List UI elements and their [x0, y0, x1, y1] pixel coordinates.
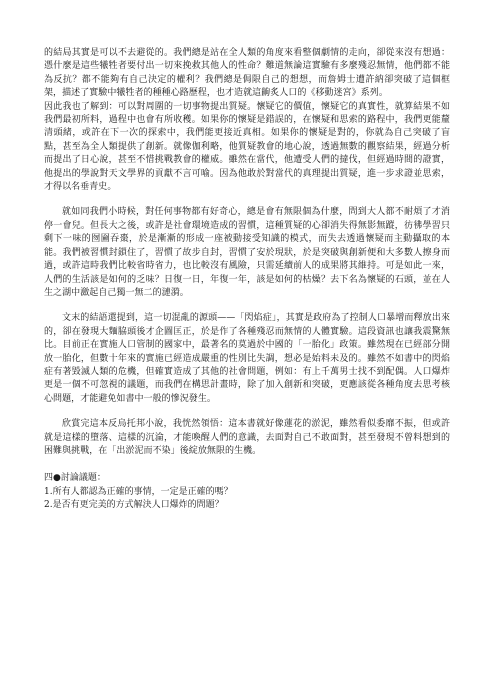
discussion-item-2: 2.是否有更完美的方式解決人口爆炸的問題？: [44, 500, 224, 511]
paragraph-5: 欣賞完這本反烏托邦小說，我恍然領悟：這本書就好像蓮花的淤泥，雖然看似委靡不振，但或許就是這樣的墮落、這樣的沉淪，才能喚醒人們的意識，去面對自己不敢面對，甚至發現不曾料想到的困難與挑戰，在「出淤泥而不染」後綻放無限的生機。: [44, 419, 450, 456]
paragraph-4: 文末的結語還提到，這一切混亂的源頭——「閃焰症」，其實是政府為了控制人口暴增而釋放出來的，卻在發現大麵脇頭後才企圖匡正，於是作了各種殘忍而無情的人體實驗。這段資訊也讓我震驚無比。目前正在實施人口管制的國家中，最著名的莫過於中國的「一胎化」政策。雖然現在已經部分開放一胎化，但數十年來的實施已經造成嚴重的性別比失調，想必是始料未及的。雖然不如書中的閃焰症有著毀滅人類的危機，但確實造成了其他的社會問題，例如：有上千萬男士找不到配偶。人口爆炸更是一個不可忽視的議題，而我們在構思計畫時，除了加入創新和突破，更應該從各種角度去思考核心問題，才能避免如書中一般的慘況發生。: [44, 313, 450, 404]
discussion-item-1: 1.所有人都認為正確的事情，一定是正確的嗎？: [44, 486, 233, 497]
discussion-section: [44, 472, 450, 512]
paragraph-3: 就如同我們小時候，對任何事物都有好奇心，總是會有無限個為什麼，問到大人都不耐煩了才消停一會兒。但長大之後，或許是社會環境造成的習慣，這種質疑的心卻消失得無影無蹤，彷彿學習只剩下一味的囫圇吞棗，於是漸漸的形成一座被動接受知識的模式，而失去透過懷疑而主動攝取的本能。我們被習慣封鎖住了，習慣了故步自封，習慣了安於現狀，於是突破與創新便和大多數人擦身而過，或許這時我們比較省時省力，也比較沒有風險，只需延續前人的成果將其維持。可是如此一來，人們的生活該是如何的乏味？日復一日，年復一年，該是如何的枯燥？去下名為懷疑的石頭，並在人生之湖中瀲起自己獨一無二的漣漪。: [44, 207, 450, 298]
paragraph-1: 的結局其實是可以不去避從的。我們總是站在全人類的角度來看整個劇情的走向，卻從來沒有想過：憑什麼是這些犧牲者要付出一切來挽救其他人的性命？難道無論這實驗有多麼殘忍無情，他們都不能為反抗？都不能夠有自己決定的權利？我們總是侷限自己的想想，而詹姆士遭許納卻突破了這個框架，描述了實驗中犧牲者的種種心路歷程，也才造就這齣炙人口的《移動迷宮》系列。: [44, 48, 450, 99]
paragraph-2: 因此我也了解到：可以對周圍的一切事物提出質疑。懷疑它的價值，懷疑它的真實性，就算結果不如我們最初所料，過程中也會有所收穫。如果你的懷疑是錯誤的，在懷疑和思索的路程中，我們更能釐清頭緒，或許在下一次的探索中，我們能更接近真相。如果你的懷疑是對的，你就為自己突破了盲點，甚至為全人類提供了創新。就像伽利略，他質疑教會的地心說，透過無數的觀察結果，經過分析而提出了日心說，甚至不惜挑戰教會的權威。雖然在當代，他遭受人們的撻伐，但經過時間的證實，他提出的學說對天文學界的貢獻不言可喻。因為他敢於對當代的真理提出質疑，進一步求證並思索，才得以名垂青史。: [44, 101, 450, 193]
discussion-heading: 四●討論議題：: [44, 473, 106, 484]
